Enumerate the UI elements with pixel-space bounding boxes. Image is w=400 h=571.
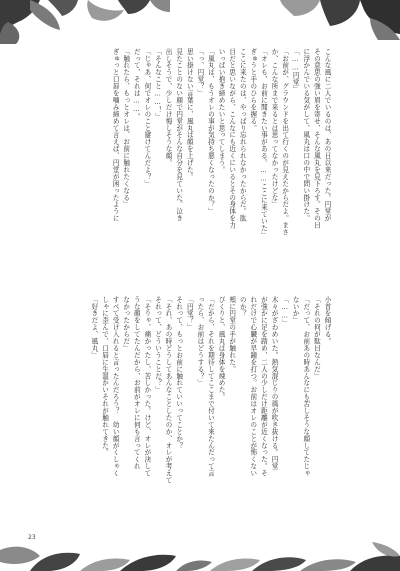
leaf-decoration-top-right [260, 0, 400, 40]
page-number: 23 [28, 534, 36, 541]
leaf-decoration-bottom [0, 530, 400, 571]
body-text-lower: 小首を傾げる。 「それの何が駄目なんだ」 「だって、お前あの時あんなにも苦しそうな顔してたじゃ ないか」 「……」 木々がざわめいた。熱気混じりの風が吹き抜ける。円堂 が強かに足を踏め、二人の少しだけ距離が近くなった。そ れだけで心臓が早鐘を打つ。お前はオレのことが怖くない のか？ 頬に円堂の手が触れた。 びくりと、風丸は身体を竦めた。 「だから、それを期待してここまで付いて来たんだって言 ったら、お前はどうする？」 「円堂？」 それって、もっとお前に触れていいってことか？ 「それ、あの時どうしてあんなことしたのか、オレが考えて それって、どういうことだ？」 「そりゃ、痛かったし、苦しかった。けど、オレが決して うな顔をしてたんだから、お前がオレに何も言ってくれ なかったからだ」 すべて受け入れると言ったんだろう？ 幼い顔がくしゃく しゃに歪んで、口唇に生温かいそれが触れてきた。 「好きだよ、風丸」 [89, 296, 331, 484]
body-text-upper: こんな風に二人でいるのは、あの日以来だった。円堂が その意思の強い眉を寄せ、そんな風丸を見下ろす。その目 に浮かんでいる気がして、風丸は口の中で問い掛けた。 「……円堂」 「お前が、グラウンドを出て行くのが見えたからだよ。まさ か、こんな所まで来るとは思ってなかったけどな」 「オレも、お前に聞きたい事がある。……ここに来ていた」 ぎゅうと手のひらを握る。 ここに来たのは、やっぱり忘れられなかったからだ。肱 目だと思いながら、こんなにも近くにいるとその身体を力 いっぱい抱き締めたいと思ってしまう。 「風丸は、もうオレの事が気持ち悪くなったのか？」 「っ、円堂？」 思い掛けない言葉に、風丸は顔を上げた。 見たことのない顔で円堂がそんな自分を見ていた。泣き 出しそうで、少しだけ悔しそうな顔。 「そんなこと……！」 「じゃあ、何でオレのこと避けてんだよ？」 だって、それは……。 「触れたら、もっとオレは、お前に触れたくなる」 ぎゅっと口唇を噛み締めて言えば、円堂が困ったように [111, 48, 331, 239]
leaf-decoration-top-left [0, 0, 170, 44]
